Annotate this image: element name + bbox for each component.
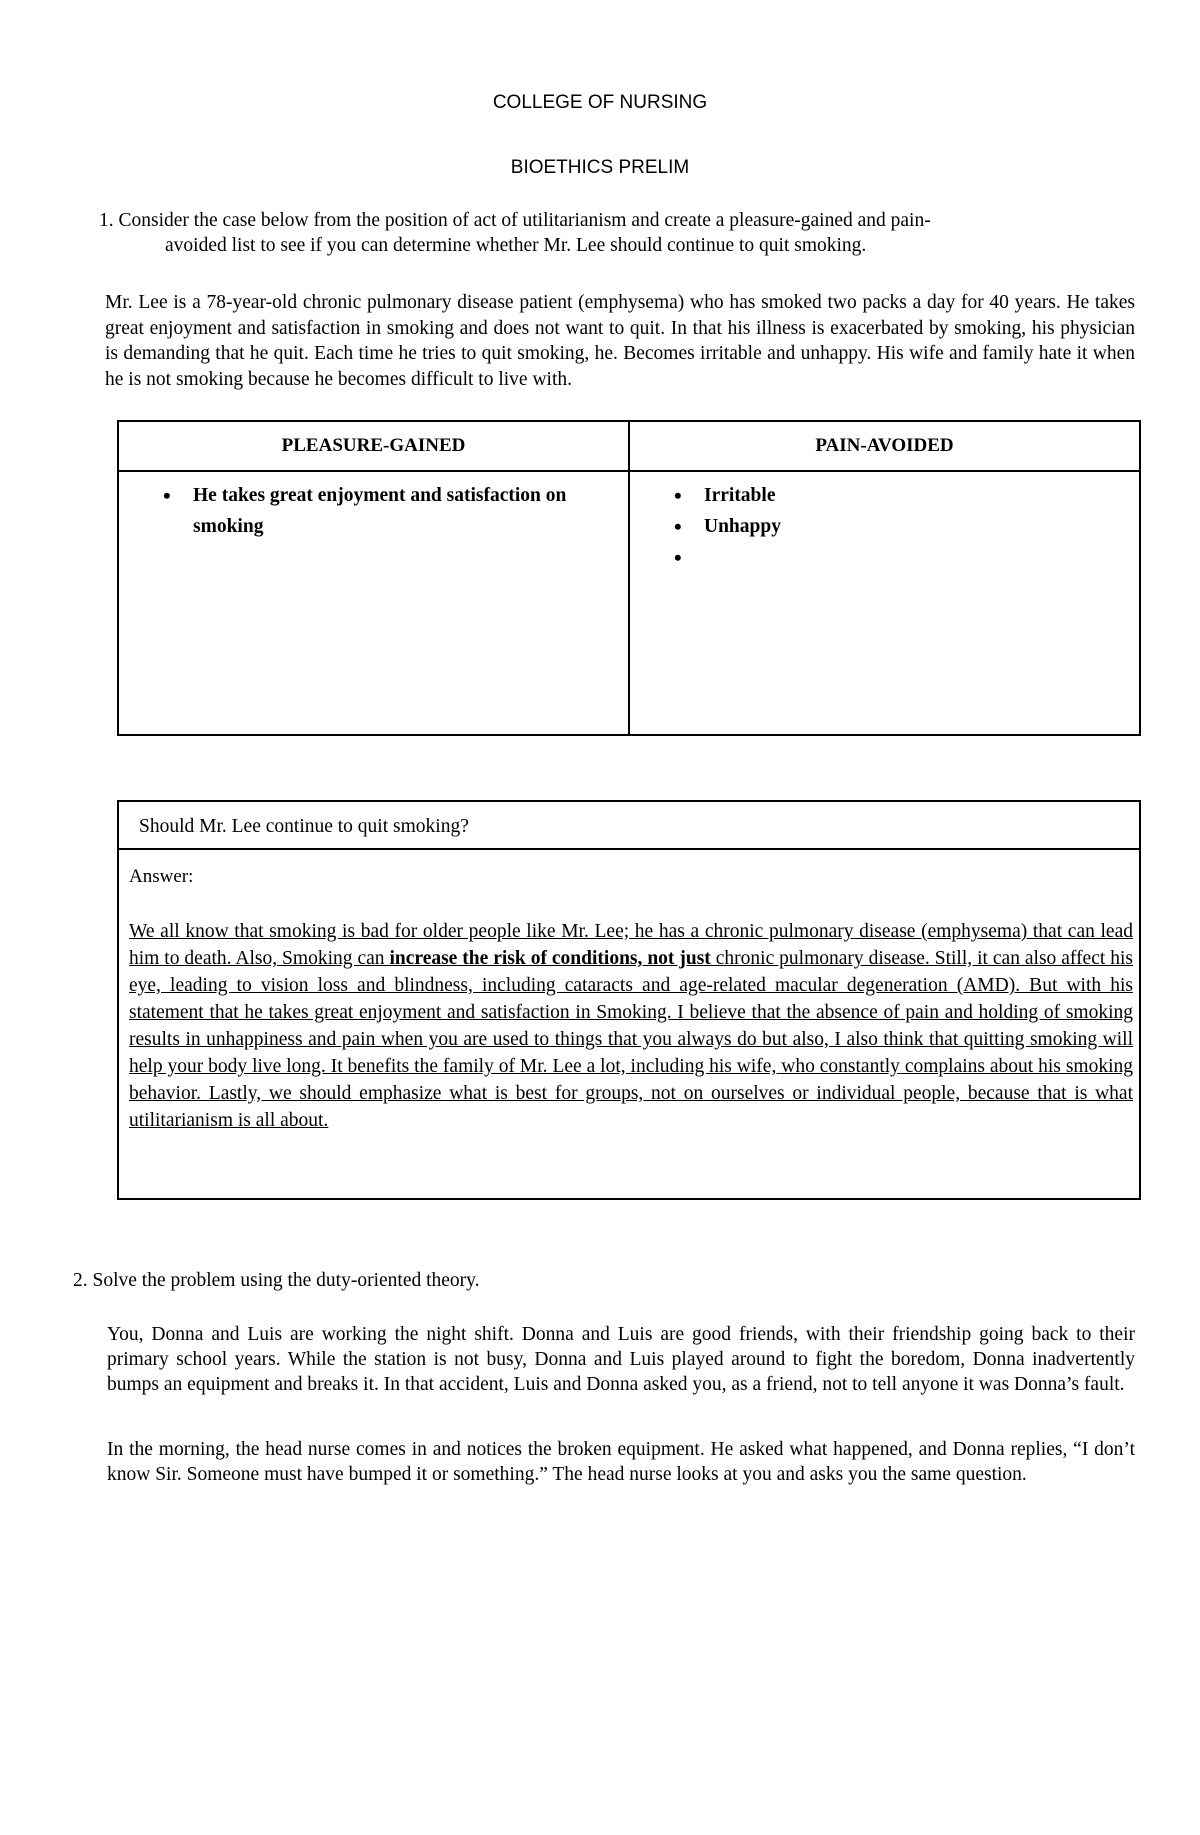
question-1-prompt bbox=[99, 208, 1115, 258]
course-title: BIOETHICS PRELIM bbox=[510, 157, 690, 178]
pain-item: • Irritable bbox=[630, 480, 1139, 511]
pleasure-item: • He takes great enjoyment and satisfaction on smoking bbox=[119, 480, 589, 542]
answer-box bbox=[117, 800, 1141, 1200]
answer-text-bold: increase the risk of conditions, not just bbox=[389, 948, 711, 969]
pain-avoided-cell bbox=[629, 471, 1140, 735]
answer-question: Should Mr. Lee continue to quit smoking? bbox=[119, 802, 1139, 850]
answer-text-part-2: chronic pulmonary disease. Still, it can also affect his eye, leading to vision loss and blindness, including cataracts and age-related macular degeneration (AMD). But with his statement that he takes great enjoyment and satisfaction in Smoking. I believe that the absence of pain and holding of smoking results in unhappiness and pain when you are used to things that you always do but also, I also think that quitting smoking will help your body live long. It benefits the family of Mr. Lee a lot, including his wife, who constantly complains about his smoking behavior. Lastly, we should emphasize what is best for groups, not on ourselves or individual people, because that is what utilitarianism is all about. bbox=[129, 948, 1133, 1131]
question-1-line-2: avoided list to see if you can determine whether Mr. Lee should continue to quit smoking. bbox=[165, 235, 867, 256]
pleasure-gained-header: PLEASURE-GAINED bbox=[118, 421, 629, 471]
answer-text-part-1: We all know that smoking is bad for older people like Mr. Lee; he has a chronic pulmonary disease (emphysema) that can lead him to death. Also, Smoking can bbox=[129, 921, 1133, 969]
pain-item: • Unhappy bbox=[630, 511, 1139, 542]
pleasure-gained-cell bbox=[118, 471, 629, 735]
pain-avoided-header: PAIN-AVOIDED bbox=[629, 421, 1140, 471]
question-2-paragraph-1: You, Donna and Luis are working the night shift. Donna and Luis are good friends, with their friendship going back to their primary school years. While the station is not busy, Donna and Luis played around to fight the boredom, Donna inadvertently bumps an equipment and breaks it. In that accident, Luis and Donna asked you, as a friend, not to tell anyone it was Donna’s fault. bbox=[107, 1324, 1135, 1395]
pain-item bbox=[630, 542, 1139, 573]
case-paragraph: Mr. Lee is a 78-year-old chronic pulmonary disease patient (emphysema) who has smoked two packs a day for 40 years. He takes great enjoyment and satisfaction in smoking and does not want to quit. In that his illness is exacerbated by smoking, his physician is demanding that he quit. Each time he tries to quit smoking, he. Becomes irritable and unhappy. His wife and family hate it when he is not smoking because he becomes difficult to live with. bbox=[105, 292, 1135, 390]
question-1-line-1: 1. Consider the case below from the position of act of utilitarianism and create a pleasure-gained and pain- bbox=[99, 210, 931, 231]
answer-label: Answer: bbox=[129, 866, 194, 887]
question-2-prompt: 2. Solve the problem using the duty-oriented theory. bbox=[73, 1270, 480, 1291]
question-2-paragraph-2: In the morning, the head nurse comes in and notices the broken equipment. He asked what happened, and Donna replies, “I don’t know Sir. Someone must have bumped it or something.” The head nurse looks at you and asks you the same question. bbox=[107, 1439, 1135, 1485]
pleasure-pain-table bbox=[117, 420, 1141, 736]
college-title: COLLEGE OF NURSING bbox=[492, 92, 708, 113]
answer-text bbox=[129, 918, 1133, 1134]
